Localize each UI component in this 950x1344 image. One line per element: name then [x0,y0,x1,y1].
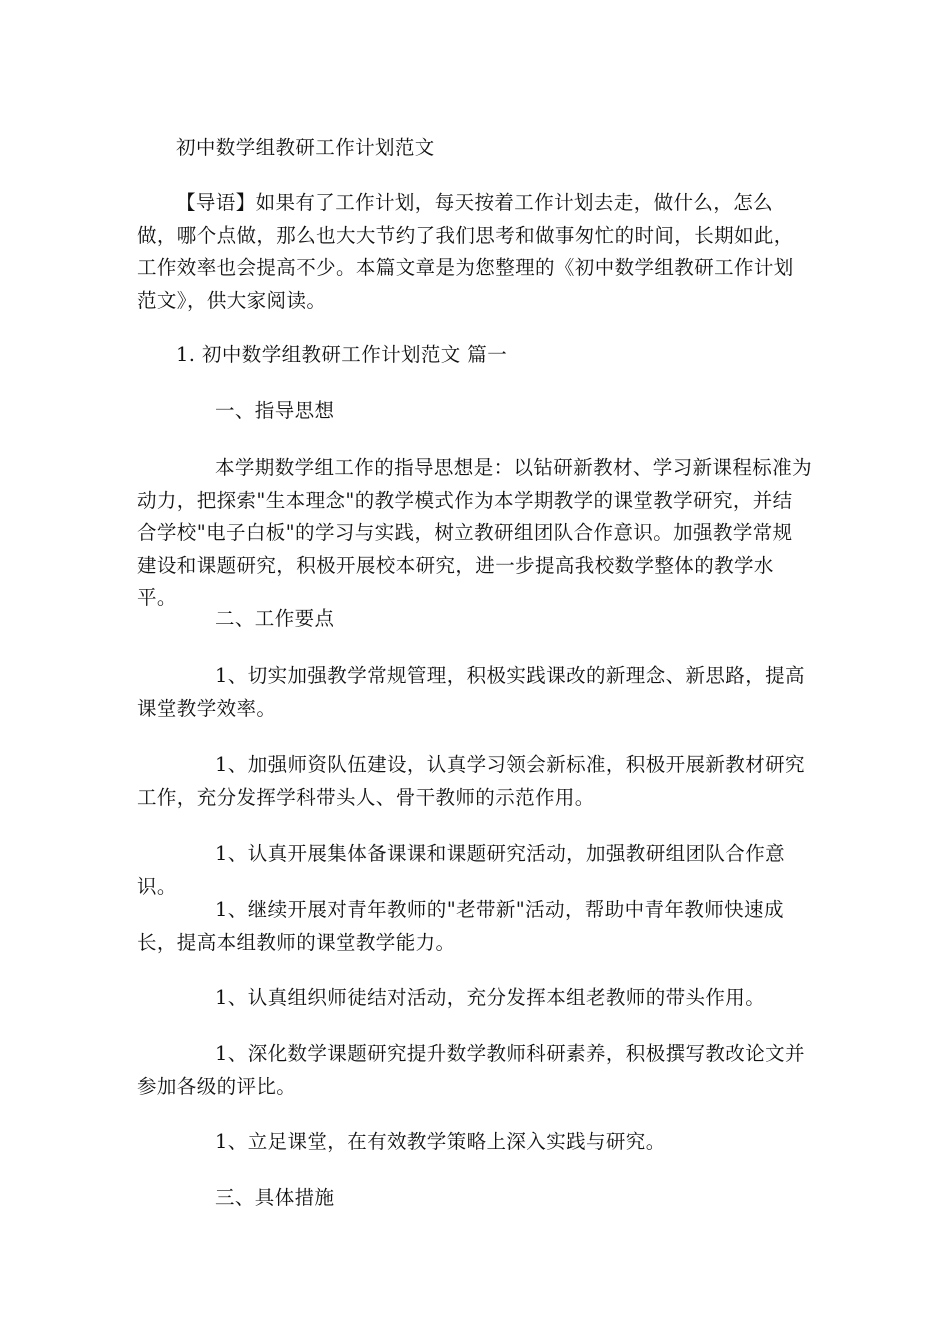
work-point-paragraph: 1、加强师资队伍建设，认真学习领会新标准，积极开展新教材研究工作，充分发挥学科带头人、骨干教师的示范作用。 [137,753,805,809]
work-point-paragraph: 1、认真组织师徒结对活动，充分发挥本组老教师的带头作用。 [215,986,766,1009]
document-title: 初中数学组教研工作计划范文 [176,136,435,159]
work-point-paragraph: 1、深化数学课题研究提升数学教师科研素养，积极撰写教改论文并参加各级的评比。 [137,1042,805,1098]
work-point-paragraph: 1、认真开展集体备课课和课题研究活动，加强教研组团队合作意识。 [137,842,786,898]
work-point-paragraph: 1、立足课堂，在有效教学策略上深入实践与研究。 [215,1130,666,1153]
heading-measures: 三、具体措施 [215,1186,335,1209]
heading-guiding-thought: 一、指导思想 [215,399,335,422]
work-point-paragraph: 1、继续开展对青年教师的"老带新"活动，帮助中青年教师快速成长，提高本组教师的课堂教学能力。 [137,898,784,954]
guiding-thought-paragraph: 本学期数学组工作的指导思想是：以钻研新教材、学习新课程标准为动力，把探索"生本理念"的教学模式作为本学期教学的课堂教学研究，并结合学校"电子白板"的学习与实践，树立教研组团队合作意识。加强教学常规建设和课题研究，积极开展校本研究，进一步提高我校数学整体的教学水平。 [137,456,813,609]
heading-work-points: 二、工作要点 [215,607,335,630]
section-heading: 1. 初中数学组教研工作计划范文 篇一 [176,343,508,366]
intro-paragraph: 【导语】如果有了工作计划，每天按着工作计划去走，做什么，怎么做，哪个点做，那么也大大节约了我们思考和做事匆忙的时间，长期如此，工作效率也会提高不少。本篇文章是为您整理的《初中数学组教研工作计划范文》，供大家阅读。 [137,191,794,312]
work-point-paragraph: 1、切实加强教学常规管理，积极实践课改的新理念、新思路，提高课堂教学效率。 [137,664,805,720]
